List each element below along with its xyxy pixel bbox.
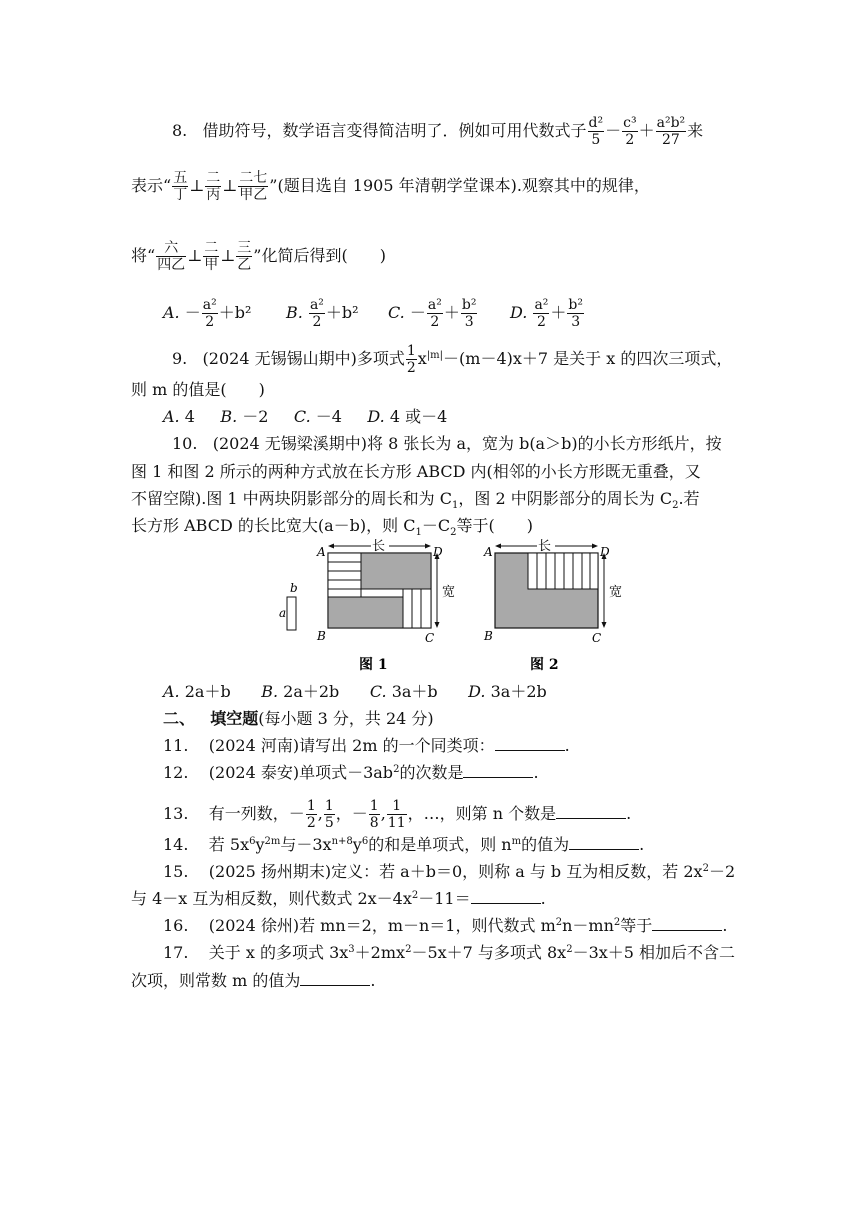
answer-blank[interactable] [569, 835, 639, 850]
q8-ancient-fraction-2: $\frac{\text{二}}{\text{丙}}$ [206, 170, 221, 204]
q8-text: 借助符号，数学语言变得简洁明了．例如可用代数式子 [202, 121, 587, 141]
answer-blank[interactable] [652, 916, 722, 931]
q10-line4: 长方形 ABCD 的长比宽大(a－b)，则 $C_1-C_2$等于( ) [131, 516, 533, 538]
q8-option-a: A. － $\frac{\text{a²}}{2}$ ＋b² [163, 297, 252, 331]
svg-text:宽: 宽 [442, 585, 456, 600]
q8-ancient-fraction-5: $\frac{\text{二}}{\text{甲}}$ [204, 240, 219, 274]
q16: 16. (2024 徐州)若 mn＝2，m－n＝1，则代数式 $m^2n-mn^2$等于 . [163, 916, 728, 935]
q9-line2: 则 m 的值是( ) [131, 380, 265, 399]
q10-line1: 10. (2024 无锡梁溪期中)将 8 张长为 a，宽为 b(a＞b)的小长方形纸片，按 [172, 434, 722, 453]
svg-text:D: D [600, 545, 610, 559]
q8-ancient-fraction-1: $\frac{\text{五}}{\text{丁}}$ [173, 170, 188, 204]
svg-text:长: 长 [538, 539, 552, 554]
q8-fraction-2: $\frac{\text{c³}}{2}$ [623, 115, 637, 149]
answer-blank[interactable] [463, 763, 533, 778]
q11: 11. (2024 河南)请写出 2m 的一个同类项： . [163, 736, 570, 755]
q8-option-d: D. $\frac{\text{a²}}{2}$ ＋ $\frac{\text{b²}}{3}$ [510, 297, 583, 331]
q8-line2: 表示“ $\frac{\text{五}}{\text{丁}}$ ⊥ $\frac{\text{二}}{\text{丙}}$ ⊥ $\frac{\text{二七}}{\text{甲乙}}$ ”(题目选自 1905 年清朝学堂课本).观察其中的规律， [131, 170, 650, 204]
svg-text:B: B [317, 629, 326, 643]
answer-blank[interactable] [495, 736, 565, 751]
svg-text:C: C [425, 631, 435, 645]
q10-figure [0, 538, 860, 678]
svg-text:A: A [484, 545, 493, 559]
answer-blank[interactable] [471, 889, 541, 904]
svg-text:A: A [317, 545, 326, 559]
small-rectangle [287, 597, 296, 630]
svg-text:C: C [592, 631, 602, 645]
figure-2 [483, 538, 622, 673]
q8-ancient-fraction-3: $\frac{\text{二七}}{\text{甲乙}}$ [239, 170, 268, 204]
answer-blank[interactable] [300, 971, 370, 986]
q14: 14. 若 $5x^6y^{2m}$与$-3x^{n+8}y^6$的和是单项式，则 $n^m$的值为 . [163, 835, 645, 854]
q10-options: A. 2a＋b B. 2a＋2b C. 3a＋b D. 3a＋2b [163, 682, 547, 701]
q8-line1: 8. 借助符号，数学语言变得简洁明了．例如可用代数式子 $\frac{\text{d²}}{5}$ － $\frac{\text{c³}}{2}$ ＋ $\frac{\text{a²b²}}{27}$ 来 [172, 115, 704, 149]
q8-fraction-1: $\frac{\text{d²}}{5}$ [588, 115, 604, 149]
q17-line1: 17. 关于 x 的多项式 $3x^3+2mx^2-5x+7$ 与多项式 $8x^2-3x+5$ 相加后不含二 [163, 943, 736, 962]
q12: 12. (2024 泰安)单项式$-3ab^2$的次数是 . [163, 763, 539, 782]
q9-line1: 9. (2024 无锡锡山期中)多项式 $\frac{1}{2}$ $x^{|m|}-(m-4)x+7$ 是关于 x 的四次三项式， [172, 343, 733, 377]
q8-option-c: C. － $\frac{\text{a²}}{2}$ ＋ $\frac{\text{b²}}{3}$ [388, 297, 477, 331]
q8-line3: 将“ $\frac{\text{六}}{\text{四乙}}$ ⊥ $\frac{\text{二}}{\text{甲}}$ ⊥ $\frac{\text{三}}{\text{乙}}$ ”化简后得到( ) [131, 240, 386, 274]
figure-2-caption: 图 2 [530, 657, 559, 673]
figure-1-caption: 图 1 [359, 657, 388, 673]
svg-text:B: B [484, 629, 493, 643]
q10-line2: 图 1 和图 2 所示的两种方式放在长方形 ABCD 内(相邻的小长方形既无重叠，又 [131, 462, 701, 481]
q8-option-b: B. $\frac{\text{a²}}{2}$ ＋b² [286, 297, 359, 331]
q8-ancient-fraction-6: $\frac{\text{三}}{\text{乙}}$ [237, 240, 252, 274]
label-small-b: b [290, 581, 298, 595]
q8-number: 8. [172, 121, 188, 141]
answer-blank[interactable] [556, 804, 626, 819]
q8-fraction-3: $\frac{\text{a²b²}}{27}$ [656, 115, 686, 149]
label-small-a: a [279, 606, 287, 620]
q13: 13. 有一列数，－ $\frac{1}{2}$ , $\frac{1}{5}$ ，－ $\frac{1}{8}$ , $\frac{1}{11}$ ，…，则第 n 个数是 . [163, 798, 632, 832]
q9-options: A. 4 B. －2 C. －4 D. 4 或－4 [163, 407, 448, 426]
section-2-heading: 二、 填空题(每小题 3 分，共 24 分) [163, 709, 434, 728]
svg-text:D: D [433, 545, 443, 559]
svg-text:长: 长 [372, 539, 386, 554]
figure-1 [316, 538, 455, 673]
svg-text:宽: 宽 [609, 585, 623, 600]
q15-line2: 与 4－x 互为相反数，则代数式 $2x-4x^2-11=$ . [131, 889, 546, 908]
q17-line2: 次项，则常数 m 的值为 . [131, 971, 376, 990]
q15-line1: 15. (2025 扬州期末)定义：若 a＋b＝0，则称 a 与 b 互为相反数，若 $2x^2-2$ [163, 862, 736, 881]
q8-ancient-fraction-4: $\frac{\text{六}}{\text{四乙}}$ [157, 240, 186, 274]
q10-line3: 不留空隙).图 1 中两块阴影部分的周长和为 $C_1$，图 2 中阴影部分的周长为 $C_2$.若 [131, 489, 700, 511]
